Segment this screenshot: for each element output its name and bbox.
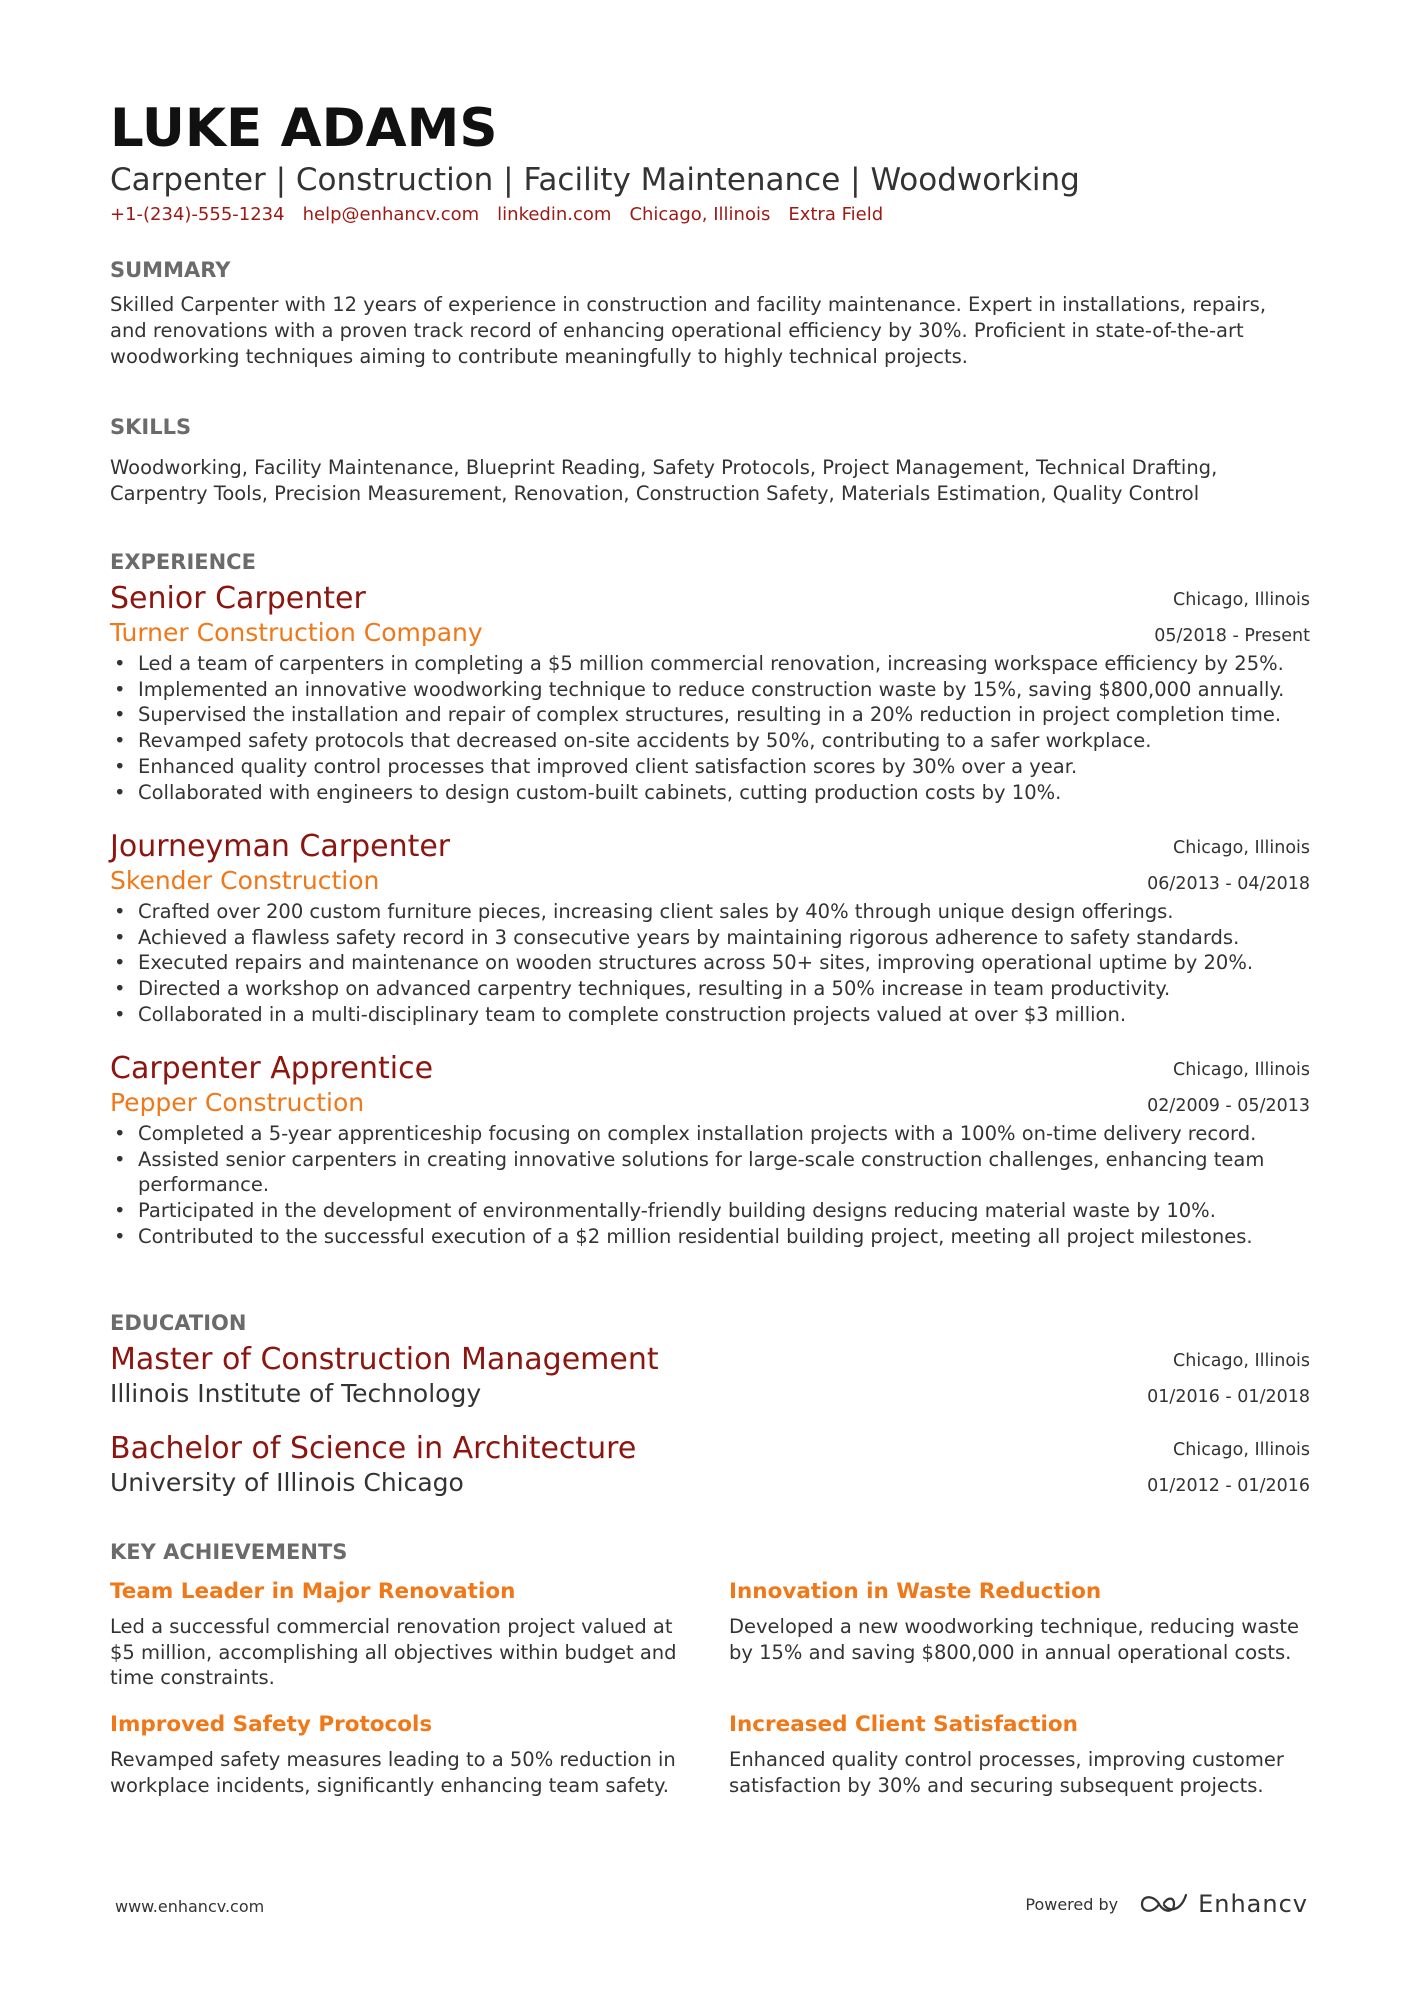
experience-entry (110, 829, 1310, 1028)
achievement-desc: Revamped safety measures leading to a 50% reduction in workplace incidents, significantly enhancing team safety. (110, 1748, 676, 1797)
job-bullets (110, 1121, 1310, 1250)
job-dates: 05/2018 - Present (1154, 626, 1310, 646)
skills-text (110, 455, 1310, 507)
section-title: EDUCATION (110, 1311, 247, 1335)
education-entry (110, 1431, 1310, 1499)
company-name: Turner Construction Company (110, 618, 483, 647)
achievements-section (110, 1538, 1310, 1566)
list-item: • Crafted over 200 custom furniture pieces, increasing client sales by 40% through unique design offerings. (110, 899, 1310, 925)
list-item: • Enhanced quality control processes that improved client satisfaction scores by 30% over a year. (110, 754, 1310, 780)
achievement-item (729, 1711, 1309, 1798)
list-item: • Led a team of carpenters in completing a $5 million commercial renovation, increasing workspace efficiency by 25%. (110, 651, 1310, 677)
job-dates: 06/2013 - 04/2018 (1147, 874, 1310, 894)
job-location: Chicago, Illinois (1173, 1060, 1310, 1080)
section-title: KEY ACHIEVEMENTS (110, 1540, 348, 1564)
skills-line: Carpentry Tools, Precision Measurement, Renovation, Construction Safety, Materials Estimation, Quality Control (110, 482, 1200, 505)
company-name: Skender Construction (110, 866, 380, 895)
footer-url[interactable]: www.enhancv.com (115, 1897, 265, 1916)
job-bullets (110, 651, 1310, 805)
job-title: Carpenter Apprentice (110, 1051, 434, 1086)
education-location: Chicago, Illinois (1173, 1351, 1310, 1371)
achievement-item (110, 1578, 690, 1691)
enhancv-logo[interactable] (1140, 1890, 1308, 1918)
contact-phone[interactable]: +1-(234)-555-1234 (110, 204, 285, 225)
powered-by-label: Powered by (1025, 1894, 1119, 1914)
education-dates: 01/2012 - 01/2016 (1147, 1476, 1310, 1496)
summary-line: and renovations with a proven track record of enhancing operational efficiency by 30%. Proficient in state-of-the-art (110, 319, 1244, 342)
contact-email[interactable]: help@enhancv.com (302, 204, 480, 225)
candidate-headline: Carpenter | Construction | Facility Maintenance | Woodworking (110, 162, 1080, 198)
job-location: Chicago, Illinois (1173, 590, 1310, 610)
achievement-item (110, 1711, 690, 1798)
list-item: • Directed a workshop on advanced carpentry techniques, resulting in a 50% increase in team productivity. (110, 976, 1310, 1002)
skills-section (110, 413, 1310, 507)
education-entry (110, 1342, 1310, 1410)
candidate-name: LUKE ADAMS (110, 98, 498, 159)
degree-title: Bachelor of Science in Architecture (110, 1431, 637, 1466)
list-item: • Collaborated in a multi-disciplinary team to complete construction projects valued at over $3 million. (110, 1002, 1310, 1028)
list-item: • Revamped safety protocols that decreased on-site accidents by 50%, contributing to a safer workplace. (110, 728, 1310, 754)
achievement-desc: Developed a new woodworking technique, reducing waste by 15% and saving $800,000 in annual operational costs. (729, 1615, 1299, 1664)
achievement-title: Innovation in Waste Reduction (729, 1579, 1102, 1604)
job-bullets (110, 899, 1310, 1028)
achievement-desc: Led a successful commercial renovation project valued at $5 million, accomplishing all objectives within budget and time constraints. (110, 1615, 677, 1689)
school-name: Illinois Institute of Technology (110, 1379, 482, 1408)
company-name: Pepper Construction (110, 1088, 365, 1117)
education-dates: 01/2016 - 01/2018 (1147, 1387, 1310, 1407)
achievement-title: Increased Client Satisfaction (729, 1712, 1078, 1737)
job-dates: 02/2009 - 05/2013 (1147, 1096, 1310, 1116)
school-name: University of Illinois Chicago (110, 1468, 464, 1497)
summary-section (110, 256, 1310, 370)
experience-section (110, 548, 1310, 576)
education-section (110, 1309, 1310, 1337)
skills-line: Woodworking, Facility Maintenance, Blueprint Reading, Safety Protocols, Project Management, Technical Drafting, (110, 456, 1218, 479)
experience-entry (110, 581, 1310, 805)
summary-line: woodworking techniques aiming to contribute meaningfully to highly technical projects. (110, 345, 968, 368)
list-item: • Supervised the installation and repair of complex structures, resulting in a 20% reduction in project completion time. (110, 702, 1310, 728)
summary-line: Skilled Carpenter with 12 years of experience in construction and facility maintenance. Expert in installations, repairs, (110, 293, 1267, 316)
list-item: • Assisted senior carpenters in creating innovative solutions for large-scale construction challenges, enhancing team performance. (110, 1147, 1310, 1198)
achievement-title: Improved Safety Protocols (110, 1712, 433, 1737)
achievement-title: Team Leader in Major Renovation (110, 1579, 516, 1604)
list-item: • Implemented an innovative woodworking technique to reduce construction waste by 15%, saving $800,000 annually. (110, 677, 1310, 703)
contact-extra: Extra Field (788, 204, 884, 225)
achievement-item (729, 1578, 1309, 1665)
list-item: • Achieved a flawless safety record in 3 consecutive years by maintaining rigorous adherence to safety standards. (110, 925, 1310, 951)
job-title: Journeyman Carpenter (110, 829, 451, 864)
list-item: • Participated in the development of environmentally-friendly building designs reducing material waste by 10%. (110, 1198, 1310, 1224)
achievement-desc: Enhanced quality control processes, improving customer satisfaction by 30% and securing subsequent projects. (729, 1748, 1284, 1797)
powered-by (1025, 1890, 1308, 1918)
contact-linkedin[interactable]: linkedin.com (497, 204, 612, 225)
contact-row (110, 202, 883, 228)
job-title: Senior Carpenter (110, 581, 366, 616)
list-item: • Executed repairs and maintenance on wooden structures across 50+ sites, improving operational uptime by 20%. (110, 950, 1310, 976)
experience-entry (110, 1051, 1310, 1250)
list-item: • Completed a 5-year apprenticeship focusing on complex installation projects with a 100% on-time delivery record. (110, 1121, 1310, 1147)
summary-text (110, 292, 1310, 370)
job-location: Chicago, Illinois (1173, 838, 1310, 858)
education-location: Chicago, Illinois (1173, 1440, 1310, 1460)
section-title: SKILLS (110, 415, 192, 439)
degree-title: Master of Construction Management (110, 1342, 659, 1377)
section-title: EXPERIENCE (110, 550, 256, 574)
brand-name: Enhancv (1198, 1890, 1308, 1918)
list-item: • Collaborated with engineers to design custom-built cabinets, cutting production costs by 10%. (110, 780, 1310, 806)
enhancv-logo-icon (1140, 1891, 1188, 1917)
section-title: SUMMARY (110, 258, 231, 282)
list-item: • Contributed to the successful execution of a $2 million residential building project, meeting all project milestones. (110, 1224, 1310, 1250)
contact-location: Chicago, Illinois (629, 204, 771, 225)
